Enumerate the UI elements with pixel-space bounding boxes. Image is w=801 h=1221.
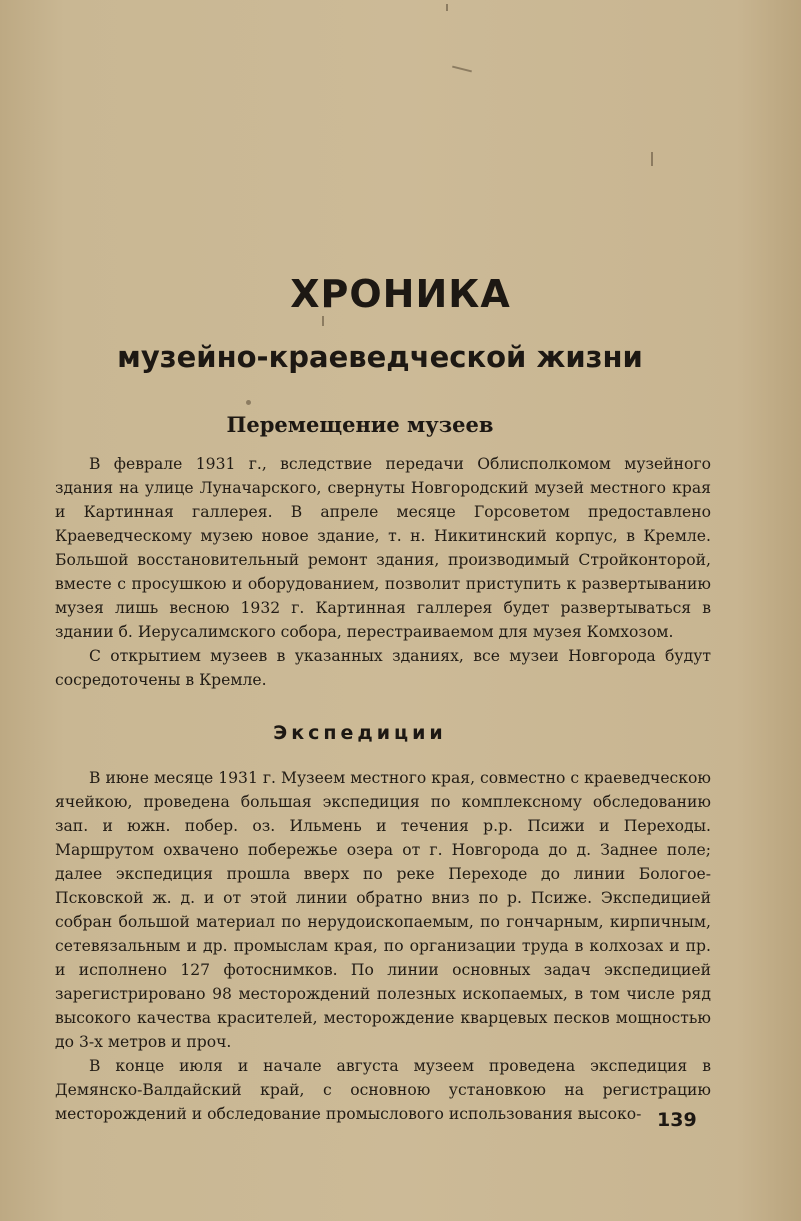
section-body-expeditions bbox=[55, 766, 711, 1126]
section-heading-expeditions: Экспедиции bbox=[273, 722, 447, 744]
paragraph: В июне месяце 1931 г. Музеем местного края, совместно с краеведческою ячейкою, проведена большая экспедиция по комплексному обследованию зап. и южн. побер. оз. Ильмень и течения р.р. Псижи и Переходы. Маршрутом охвачено побережье озера от г. Новгорода до д. Заднее поле; далее экспедиция прошла вверх по реке Переходе до линии Бологое-Псковской ж. д. и от этой линии обратно вниз по р. Псиже. Экспедицией собран большой материал по нерудоископаемым, по гончарным, кирпичным, сетевязальным и др. промыслам края, по организации труда в колхозах и пр. и исполнено 127 фотоснимков. По линии основных задач экспедицией зарегистрировано 98 месторождений полезных ископаемых, в том числе ряд высокого качества красителей, месторождение кварцевых песков мощностью до 3-х метров и проч. bbox=[55, 769, 711, 1051]
page-title: ХРОНИКА bbox=[290, 272, 511, 316]
section-body-museum-relocation bbox=[55, 452, 711, 692]
print-speck bbox=[651, 152, 653, 166]
section-heading-museum-relocation: Перемещение музеев bbox=[226, 412, 494, 437]
print-speck bbox=[322, 316, 324, 326]
paragraph: В феврале 1931 г., вследствие передачи Облисполкомом музейного здания на улице Луначарского, свернуты Новгородский музей местного края и Картинная галлерея. В апреле месяце Горсоветом предоставлено Краеведческому музею новое здание, т. н. Никитинский корпус, в Кремле. Большой восстановительный ремонт здания, производимый Стройконторой, вместе с просушкою и оборудованием, позволит приступить к развертыванию музея лишь весною 1932 г. Картинная галлерея будет развертываться в здании б. Иерусалимского собора, перестраиваемом для музея Комхозом. bbox=[55, 455, 711, 641]
page-subtitle: музейно-краеведческой жизни bbox=[117, 340, 643, 374]
print-speck bbox=[452, 66, 472, 73]
paragraph: С открытием музеев в указанных зданиях, все музеи Новгорода будут сосредоточены в Кремле. bbox=[55, 647, 711, 689]
paragraph: В конце июля и начале августа музеем проведена экспедиция в Демянско-Валдайский край, с основною установкою на регистрацию месторождений и обследование промыслового использования высоко- bbox=[55, 1057, 711, 1123]
print-speck bbox=[446, 4, 448, 11]
print-speck bbox=[246, 400, 251, 405]
page-number: 139 bbox=[657, 1109, 697, 1131]
